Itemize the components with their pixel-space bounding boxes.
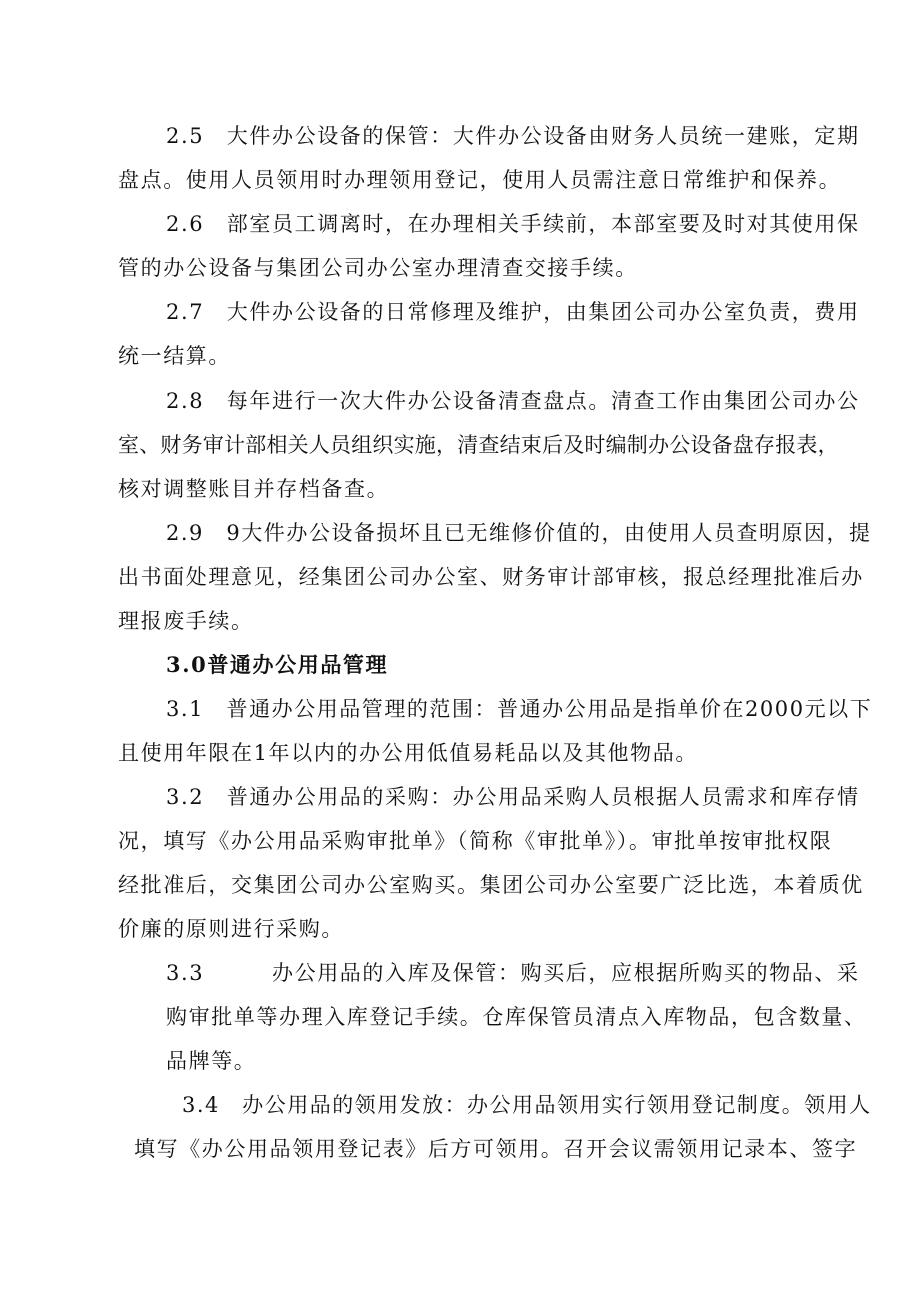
text-line: 室、财务审计部相关人员组织实施，清查结束后及时编制办公设备盘存报表， xyxy=(118,433,839,457)
text-line: 经批准后，交集团公司办公室购买。集团公司办公室要广泛比选，本着质优 xyxy=(118,873,864,897)
text-line: 2.7 大件办公设备的日常修理及维护，由集团公司办公室负责，费用 xyxy=(166,300,860,324)
text-line: 2.8 每年进行一次大件办公设备清查盘点。清查工作由集团公司办公 xyxy=(166,389,860,413)
text-line: 3.4 办公用品的领用发放：办公用品领用实行领用登记制度。领用人 xyxy=(182,1093,872,1117)
text-line: 3.2 普通办公用品的采购：办公用品采购人员根据人员需求和库存情 xyxy=(166,785,860,809)
text-line: 品牌等。 xyxy=(166,1049,257,1073)
text-line: 购审批单等办理入库登记手续。仓库保管员清点入库物品，包含数量、 xyxy=(166,1005,867,1029)
text-line: 况，填写《办公用品采购审批单》（简称《审批单》）。审批单按审批权限 xyxy=(118,829,833,853)
section-heading: 3.0普通办公用品管理 xyxy=(166,652,389,677)
text-line: 盘点。使用人员领用时办理领用登记，使用人员需注意日常维护和保养。 xyxy=(118,168,842,192)
text-line: 价廉的原则进行采购。 xyxy=(118,917,344,941)
text-line: 且使用年限在1年以内的办公用低值易耗品以及其他物品。 xyxy=(118,741,698,765)
text-line: 出书面处理意见，经集团公司办公室、财务审计部审核，报总经理批准后办 xyxy=(118,565,864,589)
text-line: 3.1 普通办公用品管理的范围：普通办公用品是指单价在2000元以下 xyxy=(166,697,873,721)
text-line: 2.9 9大件办公设备损坏且已无维修价值的，由使用人员查明原因，提 xyxy=(166,521,872,545)
text-line: 统一结算。 xyxy=(118,344,231,368)
text-line: 2.5 大件办公设备的保管：大件办公设备由财务人员统一建账，定期 xyxy=(166,124,860,148)
text-line: 3.3 办公用品的入库及保管：购买后，应根据所购买的物品、采 xyxy=(166,961,860,985)
text-line: 理报废手续。 xyxy=(118,609,254,633)
text-line: 管的办公设备与集团公司办公室办理清查交接手续。 xyxy=(118,256,638,280)
text-line: 核对调整账目并存档备查。 xyxy=(118,477,390,501)
text-line: 2.6 部室员工调离时，在办理相关手续前，本部室要及时对其使用保 xyxy=(166,212,860,236)
text-line: 填写《办公用品领用登记表》后方可领用。召开会议需领用记录本、签字 xyxy=(134,1137,858,1161)
